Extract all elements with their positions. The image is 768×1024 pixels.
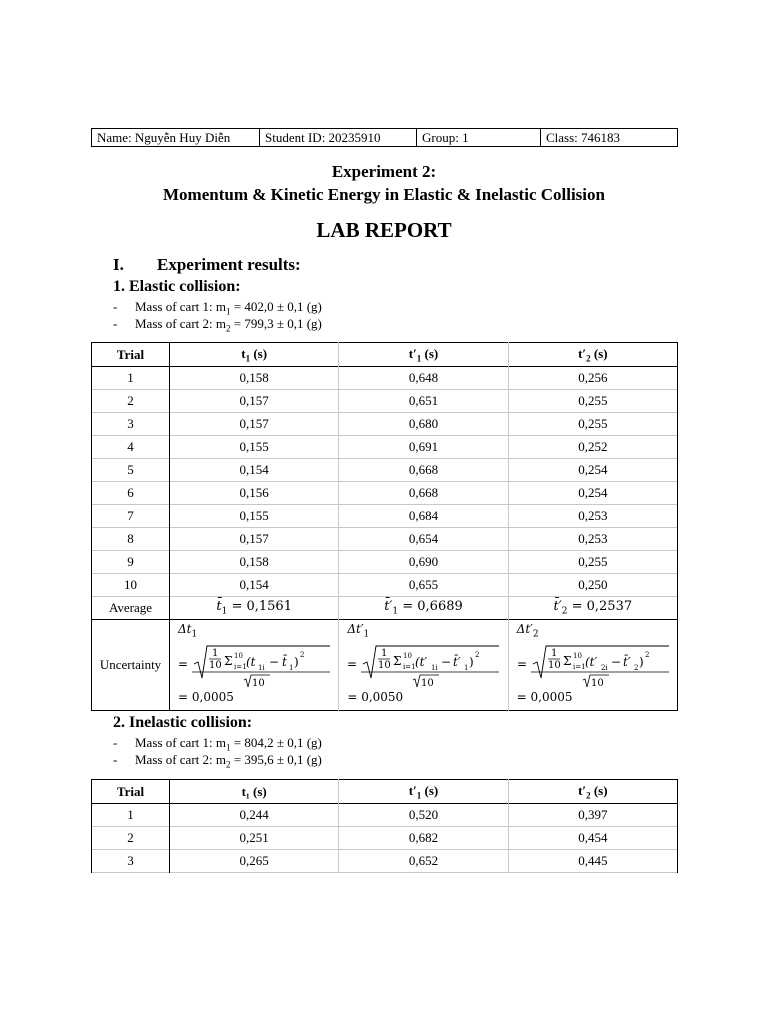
mass-label: Mass of cart 1: m bbox=[135, 735, 226, 750]
table-cell: 0,648 bbox=[339, 367, 508, 390]
svg-text:t̄′: t̄′ bbox=[622, 655, 631, 670]
svg-text:10: 10 bbox=[252, 678, 265, 690]
experiment-subject: Momentum & Kinetic Energy in Elastic & Inelastic Collision bbox=[163, 185, 605, 204]
col-sub: 2 bbox=[586, 790, 591, 801]
table-cell: 2 bbox=[92, 390, 170, 413]
table-header-row bbox=[92, 780, 678, 804]
svg-text:1i: 1i bbox=[258, 664, 265, 673]
table-cell: 1 bbox=[92, 804, 170, 827]
inelastic-table bbox=[91, 779, 678, 873]
inelastic-mass1 bbox=[113, 735, 322, 753]
svg-text:(t′: (t′ bbox=[584, 655, 597, 670]
average-t2-prime: $t̄'_2 = 0,2537$ bbox=[508, 597, 677, 620]
table-cell: 0,255 bbox=[508, 551, 677, 574]
uncertainty-value: 0,0005 bbox=[530, 690, 573, 705]
table-cell: 0,158 bbox=[170, 551, 339, 574]
table-cell: 0,651 bbox=[339, 390, 508, 413]
table-row bbox=[92, 436, 678, 459]
svg-text:Σ: Σ bbox=[393, 654, 402, 669]
table-cell: 3 bbox=[92, 413, 170, 436]
elastic-table bbox=[91, 342, 678, 711]
col-header-trial: Trial bbox=[92, 780, 170, 804]
table-cell: 5 bbox=[92, 459, 170, 482]
inelastic-heading: 2. Inelastic collision: bbox=[113, 714, 253, 731]
table-cell: 0,684 bbox=[339, 505, 508, 528]
svg-text:1: 1 bbox=[464, 664, 469, 673]
table-cell: 2 bbox=[92, 827, 170, 850]
table-cell: 0,244 bbox=[170, 804, 339, 827]
col-symbol: t bbox=[241, 345, 246, 361]
uncertainty-value: 0,0005 bbox=[191, 690, 234, 705]
section-heading bbox=[113, 255, 301, 275]
svg-text:2: 2 bbox=[644, 651, 650, 660]
col-unit: (s) bbox=[593, 345, 608, 361]
svg-text:Σ: Σ bbox=[562, 654, 572, 669]
table-cell: 0,253 bbox=[508, 505, 677, 528]
average-t1-prime: $t̄'_1 = 0,6689$ bbox=[339, 597, 508, 620]
mass-label: Mass of cart 2: m bbox=[135, 752, 226, 767]
svg-text:t̄: t̄ bbox=[282, 655, 287, 670]
table-cell: 7 bbox=[92, 505, 170, 528]
table-cell: 0,397 bbox=[508, 804, 677, 827]
svg-text:1: 1 bbox=[381, 648, 388, 660]
svg-text:i=1: i=1 bbox=[572, 663, 586, 672]
table-row bbox=[92, 505, 678, 528]
col-sub: 1 bbox=[416, 353, 422, 364]
table-cell: 0,691 bbox=[339, 436, 508, 459]
col-header-t2-prime bbox=[508, 343, 677, 367]
mass-value: = 402,0 ± 0,1 (g) bbox=[230, 299, 322, 314]
col-unit: (s) bbox=[253, 345, 268, 361]
table-cell: 0,520 bbox=[339, 804, 508, 827]
col-unit: (s) bbox=[424, 782, 439, 798]
table-cell: 0,680 bbox=[339, 413, 508, 436]
svg-text:Σ: Σ bbox=[224, 654, 233, 669]
section-number: I. bbox=[113, 255, 124, 274]
table-cell: 9 bbox=[92, 551, 170, 574]
svg-text:2: 2 bbox=[475, 651, 480, 660]
svg-text:1i: 1i bbox=[431, 664, 439, 673]
table-cell: 0,682 bbox=[339, 827, 508, 850]
col-header-t1: t₁ (s) bbox=[170, 780, 339, 804]
mass-sub: 1 bbox=[225, 742, 231, 753]
average-value: 0,6689 bbox=[417, 599, 463, 615]
bullet-dash: - bbox=[113, 735, 118, 750]
uncertainty-t2-prime: $\Delta t'_2$ = 1 10 Σ 10 i=1 (t′ 2i − t̄′ 2 ) 2 10 = 0,0005 bbox=[508, 620, 677, 711]
uncertainty-formula bbox=[347, 642, 505, 690]
table-cell: 0,255 bbox=[508, 413, 677, 436]
table-cell: 0,158 bbox=[170, 367, 339, 390]
svg-text:=: = bbox=[516, 657, 527, 672]
table-row bbox=[92, 551, 678, 574]
experiment-number: Experiment 2: bbox=[331, 162, 437, 181]
svg-text:(t′: (t′ bbox=[415, 655, 428, 670]
table-cell: 0,154 bbox=[170, 459, 339, 482]
student-id: Student ID: 20235910 bbox=[260, 129, 417, 147]
table-row bbox=[92, 528, 678, 551]
table-header-row bbox=[92, 343, 678, 367]
svg-text:): ) bbox=[294, 655, 299, 670]
elastic-mass1 bbox=[113, 299, 322, 317]
mass-value: = 395,6 ± 0,1 (g) bbox=[230, 752, 322, 767]
table-row bbox=[92, 804, 678, 827]
col-header-trial: Trial bbox=[92, 343, 170, 367]
svg-text:1: 1 bbox=[289, 664, 294, 673]
uncertainty-formula bbox=[178, 642, 336, 690]
mass-label: Mass of cart 1: m bbox=[135, 299, 226, 314]
bullet-dash: - bbox=[113, 752, 118, 767]
uncertainty-label: Uncertainty bbox=[92, 620, 170, 711]
table-cell: 0,252 bbox=[508, 436, 677, 459]
table-row bbox=[92, 390, 678, 413]
col-symbol: t′ bbox=[408, 345, 417, 361]
svg-text:−: − bbox=[441, 655, 452, 670]
table-cell: 0,250 bbox=[508, 574, 677, 597]
uncertainty-t1-prime: $\Delta t'_1$ = 1 10 Σ 10 i=1 (t′ 1i − t̄′ 1 ) 2 10 = 0,0050 bbox=[339, 620, 508, 711]
table-cell: 0,253 bbox=[508, 528, 677, 551]
table-cell: 0,155 bbox=[170, 436, 339, 459]
elastic-heading: 1. Elastic collision: bbox=[113, 278, 241, 295]
table-cell: 10 bbox=[92, 574, 170, 597]
table-row bbox=[92, 574, 678, 597]
class: Class: 746183 bbox=[541, 129, 678, 147]
table-row bbox=[92, 827, 678, 850]
average-value: 0,2537 bbox=[586, 599, 633, 615]
mass-value: = 804,2 ± 0,1 (g) bbox=[230, 735, 322, 750]
svg-text:10: 10 bbox=[547, 660, 561, 672]
uncertainty-t1: $\Delta t_1$ = 1 10 Σ 10 i=1 (t 1i − t̄ 1 ) 2 10 = 0,0005 bbox=[170, 620, 339, 711]
table-cell: 0,655 bbox=[339, 574, 508, 597]
table-cell: 3 bbox=[92, 850, 170, 873]
group: Group: 1 bbox=[417, 129, 541, 147]
average-row bbox=[92, 597, 678, 620]
table-cell: 0,255 bbox=[508, 390, 677, 413]
student-name: Name: Nguyễn Huy Diễn bbox=[92, 129, 260, 147]
col-unit: (s) bbox=[593, 782, 608, 798]
inelastic-mass2 bbox=[113, 752, 322, 770]
col-sub: 1 bbox=[245, 353, 251, 364]
svg-text:10: 10 bbox=[209, 660, 222, 672]
table-cell: 0,157 bbox=[170, 413, 339, 436]
svg-text:−: − bbox=[269, 655, 280, 670]
svg-text:i=1: i=1 bbox=[234, 663, 247, 672]
section-title: Experiment results: bbox=[157, 255, 301, 274]
uncertainty-formula bbox=[517, 642, 675, 690]
col-unit: (s) bbox=[424, 345, 439, 361]
col-sub: 1 bbox=[416, 790, 422, 801]
svg-text:−: − bbox=[610, 655, 621, 670]
svg-text:2: 2 bbox=[633, 664, 639, 673]
table-row bbox=[92, 850, 678, 873]
table-cell: 0,251 bbox=[170, 827, 339, 850]
table-cell: 0,454 bbox=[508, 827, 677, 850]
mass-label: Mass of cart 2: m bbox=[135, 316, 226, 331]
table-cell: 0,690 bbox=[339, 551, 508, 574]
table-cell: 0,256 bbox=[508, 367, 677, 390]
svg-text:=: = bbox=[347, 657, 358, 672]
svg-text:10: 10 bbox=[421, 678, 435, 690]
uncertainty-value: 0,0050 bbox=[361, 690, 404, 705]
col-header-t1 bbox=[170, 343, 339, 367]
table-cell: 0,254 bbox=[508, 459, 677, 482]
svg-text:10: 10 bbox=[234, 652, 243, 661]
student-info-table bbox=[91, 128, 678, 147]
svg-text:10: 10 bbox=[590, 678, 604, 690]
table-cell: 0,668 bbox=[339, 459, 508, 482]
col-symbol: t′ bbox=[578, 345, 587, 361]
svg-text:): ) bbox=[638, 655, 644, 670]
bullet-dash: - bbox=[113, 316, 118, 331]
table-row bbox=[92, 482, 678, 505]
elastic-mass2 bbox=[113, 316, 322, 334]
col-header-t2-prime bbox=[508, 780, 677, 804]
col-header-t1-prime bbox=[339, 780, 508, 804]
table-cell: 0,155 bbox=[170, 505, 339, 528]
table-cell: 8 bbox=[92, 528, 170, 551]
mass-sub: 1 bbox=[225, 306, 231, 317]
table-cell: 1 bbox=[92, 367, 170, 390]
svg-text:2i: 2i bbox=[600, 664, 608, 673]
table-cell: 0,157 bbox=[170, 390, 339, 413]
mass-sub: 2 bbox=[225, 323, 231, 334]
svg-text:(t: (t bbox=[246, 655, 256, 670]
svg-text:10: 10 bbox=[378, 660, 392, 672]
average-value: 0,1561 bbox=[246, 599, 292, 615]
svg-text:10: 10 bbox=[403, 652, 413, 661]
table-cell: 0,445 bbox=[508, 850, 677, 873]
table-cell: 0,156 bbox=[170, 482, 339, 505]
mass-value: = 799,3 ± 0,1 (g) bbox=[230, 316, 322, 331]
table-row bbox=[92, 459, 678, 482]
table-row bbox=[92, 367, 678, 390]
svg-text:t̄′: t̄′ bbox=[453, 655, 461, 670]
svg-text:): ) bbox=[469, 655, 475, 670]
col-symbol: t′ bbox=[578, 782, 587, 798]
col-header-t1-prime bbox=[339, 343, 508, 367]
table-cell: 4 bbox=[92, 436, 170, 459]
table-cell: 0,265 bbox=[170, 850, 339, 873]
table-cell: 0,157 bbox=[170, 528, 339, 551]
table-row bbox=[92, 413, 678, 436]
mass-sub: 2 bbox=[225, 759, 231, 770]
report-title: LAB REPORT bbox=[316, 218, 452, 242]
uncertainty-row bbox=[92, 620, 678, 711]
svg-text:10: 10 bbox=[572, 652, 582, 661]
svg-text:1: 1 bbox=[212, 648, 219, 660]
table-cell: 0,254 bbox=[508, 482, 677, 505]
svg-text:=: = bbox=[178, 657, 189, 672]
table-cell: 0,154 bbox=[170, 574, 339, 597]
svg-text:1: 1 bbox=[550, 648, 558, 660]
average-t1: $t̄_1 = 0,1561$ bbox=[170, 597, 339, 620]
svg-text:i=1: i=1 bbox=[403, 663, 416, 672]
col-symbol: t′ bbox=[408, 782, 417, 798]
bullet-dash: - bbox=[113, 299, 118, 314]
col-sub: 2 bbox=[586, 353, 591, 364]
average-label: Average bbox=[92, 597, 170, 620]
table-cell: 0,652 bbox=[339, 850, 508, 873]
svg-text:2: 2 bbox=[300, 651, 305, 660]
table-cell: 6 bbox=[92, 482, 170, 505]
table-cell: 0,654 bbox=[339, 528, 508, 551]
table-cell: 0,668 bbox=[339, 482, 508, 505]
